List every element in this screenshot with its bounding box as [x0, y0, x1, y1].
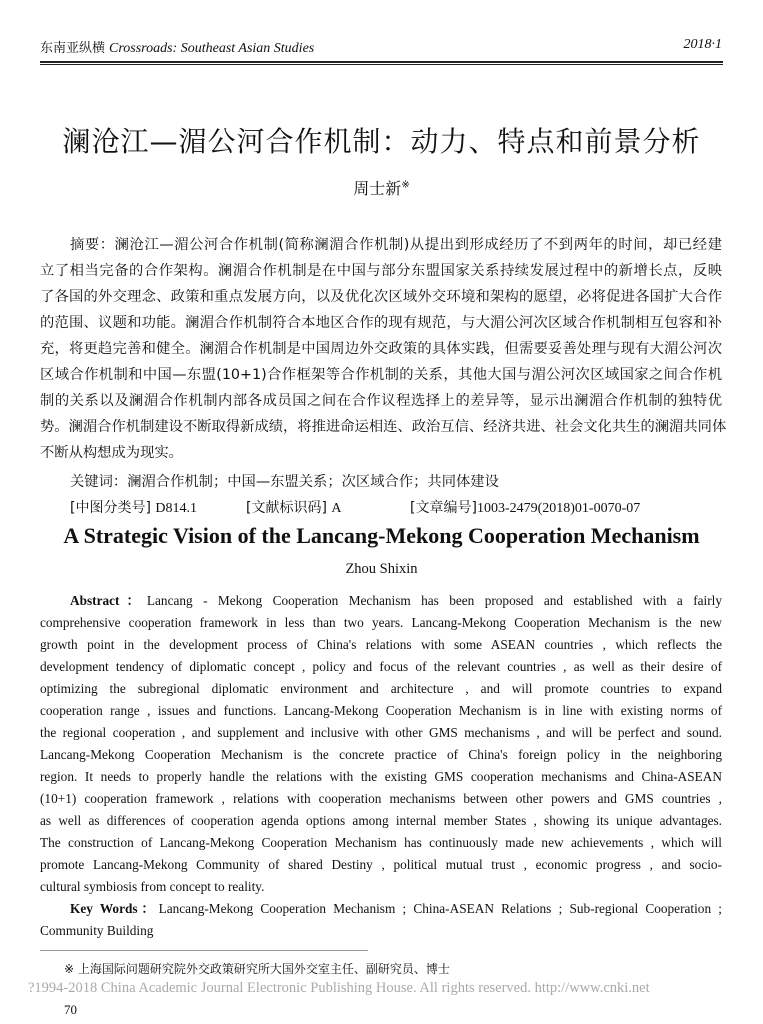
author-footnote: ※ 上海国际问题研究院外交政策研究所大国外交室主任、副研究员、博士 — [64, 962, 450, 976]
abstract-cn-text: 制的关系以及澜湄合作机制内部各成员国之间在合作议程选择上的差异等，显示出澜湄合作机制的独特优 — [40, 393, 722, 409]
keywords-en-text: Lancang-Mekong Cooperation Mechanism ; China-ASEAN Relations ; Sub-regional Cooperation ; — [158, 901, 722, 916]
abstract-cn-line — [40, 388, 722, 414]
abstract-cn-line — [40, 336, 722, 362]
abstract-cn-line — [40, 258, 722, 284]
abstract-en-text: cooperation range , issues and functions. Lancang-Mekong Cooperation Mechanism is in line with existing norms of — [40, 703, 722, 718]
keywords-cn — [70, 472, 499, 492]
abstract-en-line — [40, 722, 722, 744]
abstract-en-text: development tendency of diplomatic concept , policy and focus of the relevant countries , as well as their desire of — [40, 659, 722, 674]
copyright-watermark: ?1994-2018 China Academic Journal Electronic Publishing House. All rights reserved. http://www.cnki.net — [28, 980, 650, 996]
abstract-cn-text: 立了相当完备的合作架构。澜湄合作机制是在中国与部分东盟国家关系持续发展过程中的新增长点，反映 — [40, 263, 722, 279]
abstract-en-line — [40, 634, 722, 656]
abstract-en-line — [40, 766, 722, 788]
keywords-en-text: Community Building — [40, 923, 154, 938]
abstract-en-text: cultural symbiosis from concept to reality. — [40, 879, 265, 894]
abstract-cn-line — [40, 440, 722, 466]
abstract-en-text: growth point in the development process of China's relations with some ASEAN countries , which reflects the — [40, 637, 722, 652]
author-en: Zhou Shixin — [345, 561, 418, 577]
abstract-cn-text: 了各国的外交理念、政策和重点发展方向，以及优化次区域外交环境和架构的愿望，必将促进各国扩大合作 — [40, 289, 722, 305]
keywords-label: 关键词： — [70, 474, 128, 490]
author-cn — [0, 176, 763, 199]
abstract-en-text: The construction of Lancang-Mekong Cooperation Mechanism has continuously made new achievements , which will — [40, 835, 722, 850]
abstract-en — [40, 590, 722, 942]
abstract-en-text: (10+1) cooperation framework , relations with cooperation mechanisms between other powers and GMS countries , — [40, 791, 722, 806]
abstract-cn-text: 势。澜湄合作机制建设不断取得新成绩，将推进命运相连、政治互信、经济共进、社会文化共生的澜湄共同体 — [40, 419, 727, 435]
abstract-cn-line — [40, 284, 722, 310]
abstract-en-text: optimizing the subregional diplomatic environment and architecture , and will promote countries to expand — [40, 681, 722, 696]
abstract-en-text: comprehensive cooperation framework in less than two years. Lancang-Mekong Cooperation Mechanism is the new — [40, 615, 722, 630]
abstract-cn-text: 的范围、议题和功能。澜湄合作机制符合本地区合作的现有规范，与大湄公河次区域合作机制相互包容和补 — [40, 315, 722, 331]
journal-name-cn: 东南亚纵横 — [40, 41, 106, 56]
abstract-en-text: as well as differences of cooperation agenda options among internal member States , showing its unique advantages. — [40, 813, 722, 828]
abstract-en-text: region. It needs to properly handle the relations with the existing GMS cooperation mechanisms and China-ASEAN — [40, 769, 722, 784]
clc-value: D814.1 — [155, 501, 198, 516]
author-footnote-mark: ※ — [401, 179, 410, 191]
abstract-en-line — [40, 854, 722, 876]
page-number: 70 — [64, 1002, 77, 1017]
abstract-en-line — [40, 832, 722, 854]
footnote-rule — [40, 950, 368, 951]
abstract-cn-text: 区域合作机制和中国—东盟(10+1)合作框架等合作机制的关系，其他大国与湄公河次区域国家之间合作机 — [40, 367, 722, 383]
article-code — [410, 499, 640, 518]
abstract-cn-text: 不断从构想成为现实。 — [40, 445, 183, 461]
abstract-cn-line — [40, 362, 722, 388]
doc-label: [文献标识码] — [246, 500, 327, 516]
abstract-en-label: Abstract： — [70, 593, 147, 608]
doc-value: A — [331, 501, 342, 516]
abstract-en-line — [40, 590, 722, 612]
clc-label: [中图分类号] — [70, 500, 151, 516]
clc-code — [70, 499, 197, 518]
abstract-en-text: promote Lancang-Mekong Community of shared Destiny , political mutual trust , economic progress , and socio- — [40, 857, 722, 872]
abstract-cn-text: 澜沧江—湄公河合作机制(简称澜湄合作机制)从提出到形成经历了不到两年的时间，却已经建 — [114, 237, 722, 253]
keywords-en — [40, 898, 722, 920]
abstract-label: 摘要： — [70, 237, 115, 253]
art-value: 1003-2479(2018)01-0070-07 — [476, 501, 641, 516]
abstract-cn-line — [40, 310, 722, 336]
abstract-en-text: the regional cooperation , and supplement and inclusive with other GMS mechanisms , and will be perfect and sound. — [40, 725, 722, 740]
article-title-cn: 澜沧江—湄公河合作机制：动力、特点和前景分析 — [62, 125, 701, 158]
abstract-en-text: Lancang-Mekong Cooperation Mechanism is the concrete practice of China's foreign policy in the neighboring — [40, 747, 722, 762]
abstract-en-text: Lancang - Mekong Cooperation Mechanism has been proposed and established with a fairly — [146, 593, 722, 608]
keywords-value: 澜湄合作机制；中国—东盟关系；次区域合作；共同体建设 — [127, 474, 499, 490]
abstract-cn-line — [40, 414, 727, 440]
author-name: 周士新 — [353, 179, 402, 198]
keywords-en-label: Key Words： — [70, 901, 159, 916]
article-title-en: A Strategic Vision of the Lancang-Mekong Cooperation Mechanism — [63, 523, 700, 548]
abstract-en-line — [40, 744, 722, 766]
abstract-en-line — [40, 678, 722, 700]
running-header — [40, 37, 722, 57]
abstract-en-line — [40, 612, 722, 634]
abstract-en-line — [40, 810, 722, 832]
doc-code — [246, 499, 342, 518]
abstract-cn — [40, 232, 727, 466]
art-label: [文章编号] — [410, 500, 477, 516]
journal-name-en: Crossroads: Southeast Asian Studies — [109, 41, 315, 56]
abstract-en-line — [40, 788, 722, 810]
keywords-en-line — [40, 920, 722, 942]
abstract-cn-text: 充，将更趋完善和健全。澜湄合作机制是中国周边外交政策的具体实践，但需要妥善处理与现有大湄公河次 — [40, 341, 722, 357]
abstract-cn-line — [40, 232, 722, 258]
abstract-en-line — [40, 876, 722, 898]
abstract-en-line — [40, 700, 722, 722]
abstract-en-line — [40, 656, 722, 678]
issue-number: 2018·1 — [683, 37, 722, 52]
header-rule — [40, 61, 723, 65]
